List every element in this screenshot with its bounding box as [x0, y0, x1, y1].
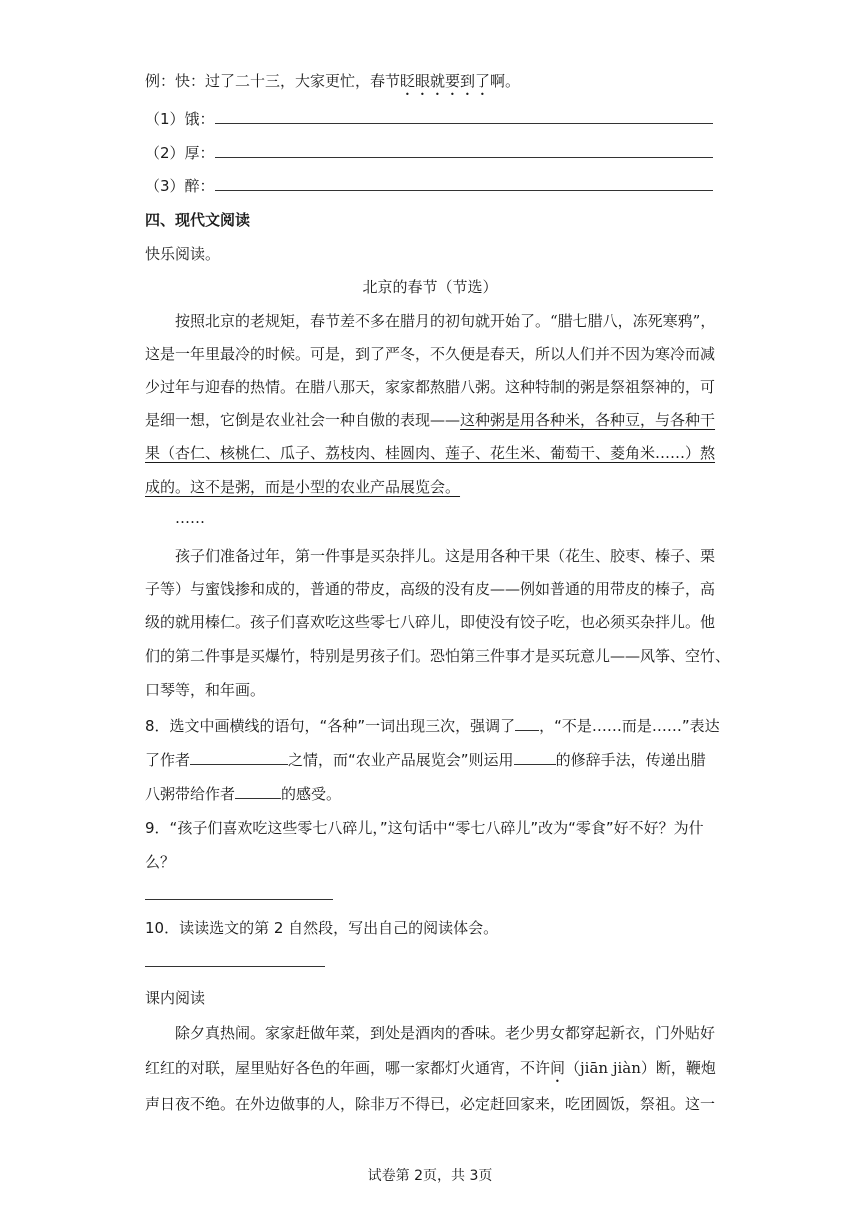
example-line: [145, 70, 520, 99]
page-footer: 试卷第 2页，共 3页: [367, 1168, 493, 1184]
q8-text-c: 了作者: [145, 751, 191, 769]
item-3: [145, 175, 713, 196]
question-8-line1: [145, 715, 720, 736]
example-suffix: 啊。: [490, 72, 521, 90]
p1-line4-plain: 是细一想，它倒是农业社会一种自傲的表现——: [145, 411, 461, 429]
q8-blank-4[interactable]: [235, 786, 281, 799]
in-class-reading-label: 课内阅读: [145, 989, 206, 1007]
q8-text-g: 的感受。: [281, 785, 342, 803]
passage-p2-line3: 级的就用榛仁。孩子们喜欢吃这些零七八碎儿，即使没有饺子吃，也必须买杂拌儿。他: [145, 613, 716, 631]
item-2: [145, 142, 713, 163]
question-9-line1: 9．“孩子们喜欢吃这些零七八碎儿，”这句话中“零七八碎儿”改为“零食”好不好？为什: [145, 819, 704, 837]
p3-line2-text: 红红的对联，屋里贴好各色的年画，哪一家都灯火通宵，不许: [145, 1059, 551, 1077]
answer-blank-1[interactable]: [215, 111, 713, 124]
p1-line4-underlined: 这种粥是用各种米，各种豆，与各种干: [460, 411, 716, 429]
passage-p1-line2: 这是一年里最冷的时候。可是，到了严冬，不久便是春天，所以人们并不因为寒冷而减: [145, 345, 716, 363]
question-8-line3: [145, 783, 341, 804]
q9-answer-blank[interactable]: [145, 887, 333, 900]
question-10-answer-line[interactable]: [145, 953, 325, 971]
passage-p1-line5: 果（杏仁、核桃仁、瓜子、荔枝肉、桂圆肉、莲子、花生米、葡萄干、菱角米……）熬: [145, 444, 716, 462]
q8-text-f: 八粥带给作者: [145, 785, 236, 803]
question-9-line2: 么？: [145, 853, 176, 871]
p3-dotted-char: 间: [550, 1059, 566, 1077]
answer-blank-3[interactable]: [215, 178, 713, 191]
ellipsis: ……: [175, 509, 205, 527]
q8-text-e: 的修辞手法，传递出腊: [555, 751, 706, 769]
p3-line2-pinyin: （jiān jiàn）断，鞭炮: [565, 1059, 716, 1077]
q8-text-a: 8．选文中画横线的语句，“各种”一词出现三次，强调了: [145, 717, 516, 735]
passage-p3-line1: 除夕真热闹。家家赶做年菜，到处是酒肉的香味。老少男女都穿起新衣，门外贴好: [175, 1024, 716, 1042]
question-9-answer-line[interactable]: [145, 886, 333, 904]
passage-p1-line3: 少过年与迎春的热情。在腊八那天，家家都熬腊八粥。这种特制的粥是祭祖祭神的，可: [145, 378, 716, 396]
item-2-label: （2）厚：: [145, 144, 215, 162]
example-prefix: 例：快：过了二十三，大家更忙，春节: [145, 72, 401, 90]
item-3-label: （3）醉：: [145, 177, 215, 195]
passage-p2-line4: 们的第二件事是买爆竹，特别是男孩子们。恐怕第三件事才是买玩意儿——风筝、空竹、: [145, 647, 731, 665]
item-1: [145, 108, 713, 129]
question-10: 10．读读选文的第 2 自然段，写出自己的阅读体会。: [145, 919, 499, 937]
passage-p2-line5: 口琴等，和年画。: [145, 681, 266, 699]
item-1-label: （1）饿：: [145, 110, 215, 128]
passage-p2-line2: 子等）与蜜饯掺和成的，普通的带皮，高级的没有皮——例如普通的用带皮的榛子，高: [145, 580, 716, 598]
q10-answer-blank[interactable]: [145, 954, 325, 967]
q8-blank-3[interactable]: [514, 752, 556, 765]
passage-title: 北京的春节（节选）: [362, 278, 498, 296]
passage-p1-line1: 按照北京的老规矩，春节差不多在腊月的初旬就开始了。“腊七腊八，冻死寒鸦”，: [175, 312, 716, 330]
q8-text-d: 之情，而“农业产品展览会”则运用: [288, 751, 514, 769]
passage-p1-line4: [145, 409, 715, 430]
q8-blank-2[interactable]: [190, 752, 288, 765]
q8-text-b: ，“不是……而是……”表达: [539, 717, 720, 735]
question-8-line2: [145, 749, 706, 770]
passage-p1-line6: 成的。这不是粥，而是小型的农业产品展览会。: [145, 478, 461, 496]
q8-blank-1[interactable]: [515, 718, 539, 731]
answer-blank-2[interactable]: [215, 145, 713, 158]
passage-p2-line1: 孩子们准备过年，第一件事是买杂拌儿。这是用各种干果（花生、胶枣、榛子、栗: [175, 547, 716, 565]
passage-p3-line3: 声日夜不绝。在外边做事的人，除非万不得已，必定赶回家来，吃团圆饭，祭祖。这一: [145, 1095, 716, 1113]
reading-intro: 快乐阅读。: [145, 245, 221, 263]
example-emphasis: 眨眼就要到了: [400, 72, 491, 90]
section-heading: 四、现代文阅读: [145, 211, 251, 229]
passage-p3-line2: [145, 1057, 716, 1086]
